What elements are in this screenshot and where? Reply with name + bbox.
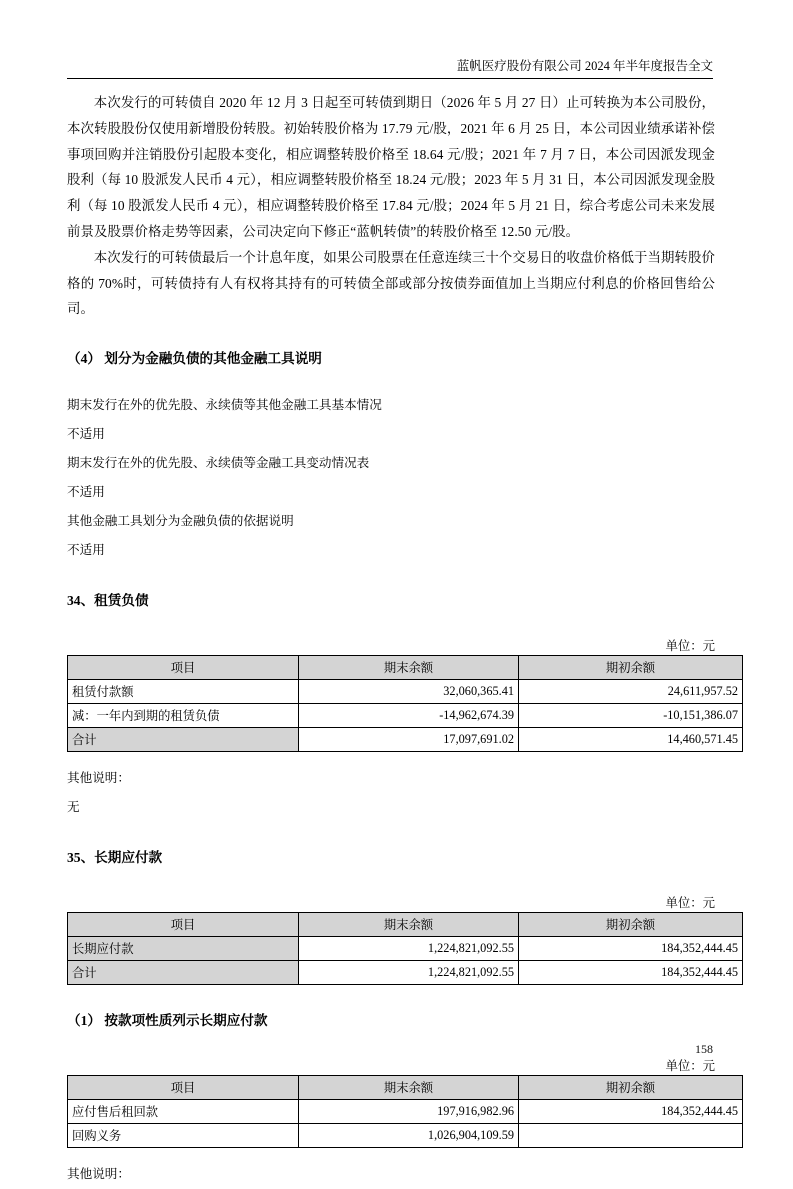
table-long-term-payables-by-nature: [67, 1075, 743, 1148]
table-row-total: [68, 728, 743, 752]
cell-beginning-balance: 14,460,571.45: [519, 728, 743, 752]
cell-beginning-balance: 24,611,957.52: [519, 680, 743, 704]
table-row-total: [68, 961, 743, 985]
cell-item: 合计: [68, 961, 299, 985]
table-long-term-payables: [67, 912, 743, 985]
table-row: [68, 1100, 743, 1124]
header-beginning-balance: 期初余额: [519, 913, 743, 937]
text-not-applicable-3: 不适用: [67, 543, 105, 558]
page-content: [67, 90, 738, 1189]
paragraph-resale-clause: 本次发行的可转债最后一个计息年度，如果公司股票在任意连续三十个交易日的收盘价格低于当期转股价格的 70%时，可转债持有人有权将其持有的可转债全部或部分按债券面值加上当期应付利息的价格回售给公司。: [67, 249, 715, 317]
heading-section-4: （4） 划分为金融负债的其他金融工具说明: [67, 351, 322, 367]
value-other-notes-34: 无: [67, 800, 80, 815]
table-header-row: [68, 1076, 743, 1100]
label-other-notes-35-1: 其他说明：: [67, 1167, 130, 1182]
table-header-row: [68, 913, 743, 937]
cell-item: 回购义务: [68, 1124, 299, 1148]
header-ending-balance: 期末余额: [299, 913, 519, 937]
header-item: 项目: [68, 913, 299, 937]
cell-beginning-balance: 184,352,444.45: [519, 1100, 743, 1124]
cell-beginning-balance: [519, 1124, 743, 1148]
unit-label-35-1: 单位：元: [665, 1059, 715, 1074]
page-number: 158: [695, 1042, 713, 1056]
header-ending-balance: 期末余额: [299, 656, 519, 680]
table-row: [68, 1124, 743, 1148]
unit-label-34: 单位：元: [665, 639, 715, 654]
text-preferred-shares-basic-info: 期末发行在外的优先股、永续债等其他金融工具基本情况: [67, 398, 382, 413]
paragraph-convertible-bond-terms: 本次发行的可转债自 2020 年 12 月 3 日起至可转债到期日（2026 年 5 月 27 日）止可转换为本公司股份，本次转股股份仅使用新增股份转股。初始转股价格为 17.79 元/股，2021 年 6 月 25 日，本公司因业绩承诺补偿事项回购并注销股份引起股本变化，相应调整转股价格至 18.64 元/股；2021 年 7 月 7 日，本公司因派发现金股利（每 10 股派发人民币 4 元），相应调整转股价格至 18.24 元/股；2023 年 5 月 31 日，本公司因派发现金股利（每 10 股派发人民币 4 元），相应调整转股价格至 17.84 元/股；2024 年 5 月 21 日，综合考虑公司未来发展前景及股票价格走势等因素，公司决定向下修正“蓝帆转债”的转股价格至 12.50 元/股。: [67, 95, 715, 239]
heading-section-35-1: （1） 按款项性质列示长期应付款: [67, 1013, 268, 1029]
cell-item: 长期应付款: [68, 937, 299, 961]
table-row: [68, 680, 743, 704]
cell-ending-balance: 197,916,982.96: [299, 1100, 519, 1124]
cell-item: 应付售后租回款: [68, 1100, 299, 1124]
cell-beginning-balance: 184,352,444.45: [519, 961, 743, 985]
cell-ending-balance: -14,962,674.39: [299, 704, 519, 728]
running-header: 蓝帆医疗股份有限公司 2024 年半年度报告全文: [456, 59, 713, 73]
unit-label-35: 单位：元: [665, 896, 715, 911]
table-lease-liabilities: [67, 655, 743, 752]
text-preferred-shares-change-table: 期末发行在外的优先股、永续债等金融工具变动情况表: [67, 456, 370, 471]
cell-ending-balance: 1,224,821,092.55: [299, 937, 519, 961]
cell-ending-balance: 17,097,691.02: [299, 728, 519, 752]
cell-item: 合计: [68, 728, 299, 752]
header-beginning-balance: 期初余额: [519, 656, 743, 680]
table-header-row: [68, 656, 743, 680]
header-beginning-balance: 期初余额: [519, 1076, 743, 1100]
header-item: 项目: [68, 1076, 299, 1100]
heading-section-35: 35、长期应付款: [67, 850, 163, 866]
table-row: [68, 704, 743, 728]
cell-ending-balance: 1,026,904,109.59: [299, 1124, 519, 1148]
cell-item: 租赁付款额: [68, 680, 299, 704]
cell-beginning-balance: -10,151,386.07: [519, 704, 743, 728]
header-divider-rule: [67, 78, 713, 79]
heading-section-34: 34、租赁负债: [67, 593, 149, 609]
header-ending-balance: 期末余额: [299, 1076, 519, 1100]
cell-ending-balance: 32,060,365.41: [299, 680, 519, 704]
header-item: 项目: [68, 656, 299, 680]
text-not-applicable-2: 不适用: [67, 485, 105, 500]
text-classification-basis: 其他金融工具划分为金融负债的依据说明: [67, 514, 294, 529]
cell-ending-balance: 1,224,821,092.55: [299, 961, 519, 985]
cell-item: 减：一年内到期的租赁负债: [68, 704, 299, 728]
table-row: [68, 937, 743, 961]
cell-beginning-balance: 184,352,444.45: [519, 937, 743, 961]
text-not-applicable-1: 不适用: [67, 427, 105, 442]
label-other-notes-34: 其他说明：: [67, 771, 130, 786]
